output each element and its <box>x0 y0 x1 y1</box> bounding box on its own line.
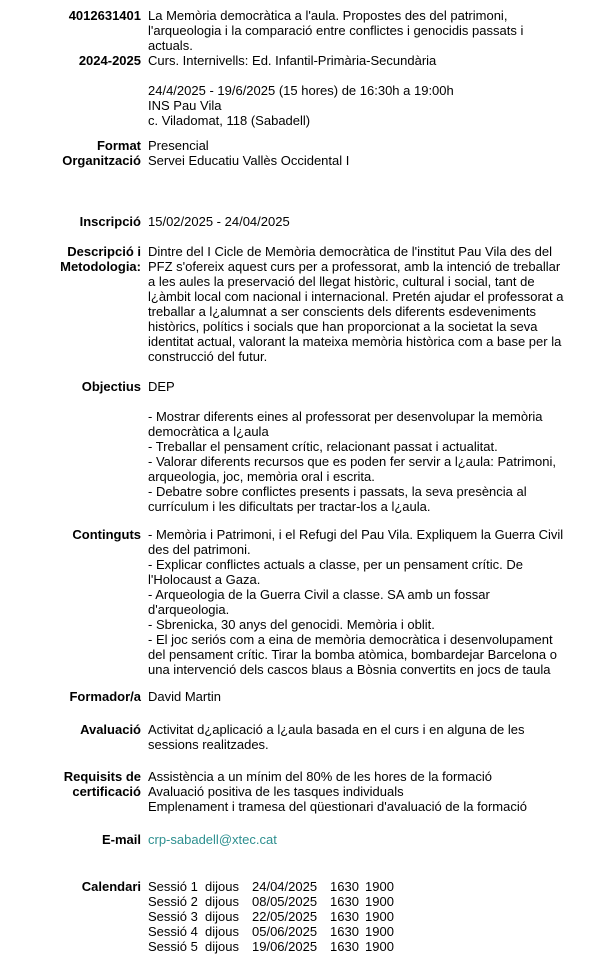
formador-row <box>0 689 600 704</box>
objectius-label: Objectius <box>81 379 141 394</box>
continguts-item: - Explicar conflictes actuals a classe, per un pensament crític. De l'Holocaust a Gaza. <box>148 557 523 587</box>
format-label: Format <box>96 138 141 153</box>
descripcio-value: Dintre del I Cicle de Memòria democràtica de l'institut Pau Vila des del PFZ s'ofereix aquest curs per a professorat, amb la intenció de treballar a les aules la preservació del llegat històric, cultural i social, tant de l¿àmbit local com nacional i internacional. Pretén ajudar el professorat a treballar a l¿alumnat a ser conscients dels diferents esdeveniments històrics, polítics i socials que han proporcionat a la societat la seva identitat actual, valorant la mateixa memòria històrica com a base per la construcció del futur. <box>148 244 564 364</box>
calendar-session-row <box>148 939 568 954</box>
requisits-list <box>148 769 568 814</box>
continguts-list <box>148 527 568 677</box>
objectius-item: - Debatre sobre conflictes presents i passats, la seva presència al currículum i les dificultats per tractar-los a l¿aula. <box>148 484 527 514</box>
session-start-time: 1630 <box>330 909 359 924</box>
session-day: dijous <box>205 879 239 894</box>
email-value-cell <box>148 832 568 847</box>
calendar-session-row <box>148 879 568 894</box>
session-end-time: 1900 <box>365 879 394 894</box>
requisits-item: Emplenament i tramesa del qüestionari d'avaluació de la formació <box>148 799 527 814</box>
descripcio-row <box>0 244 600 364</box>
email-link[interactable]: crp-sabadell@xtec.cat <box>148 832 277 847</box>
course-year: 2024-2025 <box>78 53 141 68</box>
avaluacio-row <box>0 722 600 752</box>
calendar-session-row <box>148 909 568 924</box>
inscripcio-label: Inscripció <box>79 214 141 229</box>
session-day: dijous <box>205 939 239 954</box>
course-schedule-block <box>148 83 568 128</box>
organitzacio-label: Organització <box>62 153 141 168</box>
descripcio-label: Descripció i Metodologia: <box>60 244 141 274</box>
objectius-intro: DEP <box>148 379 175 394</box>
session-name: Sessió 2 <box>148 894 198 909</box>
session-end-time: 1900 <box>365 894 394 909</box>
session-date: 19/06/2025 <box>252 939 318 954</box>
session-name: Sessió 1 <box>148 879 198 894</box>
session-start-time: 1630 <box>330 924 359 939</box>
requisits-label: Requisits de certificació <box>63 769 141 799</box>
session-day: dijous <box>205 924 239 939</box>
requisits-item: Avaluació positiva de les tasques individuals <box>148 784 404 799</box>
session-end-time: 1900 <box>365 909 394 924</box>
requisits-item: Assistència a un mínim del 80% de les hores de la formació <box>148 769 492 784</box>
calendar-session-row <box>148 924 568 939</box>
email-label: E-mail <box>101 832 141 847</box>
continguts-item: - El joc seriós com a eina de memòria democràtica i desenvolupament del pensament crític. Tirar la bomba atòmica, bombardejar Barcelona o una intervenció dels cascos blaus a Bòsnia convertits en jocs de taula <box>148 632 557 677</box>
course-dates: 24/4/2025 - 19/6/2025 (15 hores) de 16:30h a 19:00h <box>148 83 454 98</box>
session-date: 24/04/2025 <box>252 879 318 894</box>
session-name: Sessió 3 <box>148 909 198 924</box>
inscripcio-value: 15/02/2025 - 24/04/2025 <box>148 214 290 229</box>
requisits-row <box>0 769 600 814</box>
objectius-value <box>148 379 568 514</box>
course-type: Curs. Internivells: Ed. Infantil-Primària-Secundària <box>148 53 437 68</box>
course-title: La Memòria democràtica a l'aula. Propostes des del patrimoni, l'arqueologia i la comparació entre conflictes i genocidis passats i actuals. <box>148 8 524 53</box>
formador-label: Formador/a <box>69 689 141 704</box>
session-date: 05/06/2025 <box>252 924 318 939</box>
objectius-list <box>148 409 568 514</box>
format-row <box>0 138 600 153</box>
avaluacio-label: Avaluació <box>80 722 141 737</box>
inscripcio-row <box>0 214 600 229</box>
continguts-label: Continguts <box>72 527 141 542</box>
session-start-time: 1630 <box>330 894 359 909</box>
course-venue: INS Pau Vila <box>148 98 222 113</box>
objectius-row <box>0 379 600 514</box>
calendar-session-row <box>148 894 568 909</box>
session-start-time: 1630 <box>330 939 359 954</box>
course-schedule-row <box>0 83 600 128</box>
course-address: c. Viladomat, 118 (Sabadell) <box>148 113 311 128</box>
calendari-row <box>0 879 600 954</box>
session-name: Sessió 4 <box>148 924 198 939</box>
formador-value: David Martin <box>148 689 221 704</box>
session-end-time: 1900 <box>365 939 394 954</box>
course-code: 4012631401 <box>68 8 141 23</box>
organitzacio-value: Servei Educatiu Vallès Occidental I <box>148 153 350 168</box>
objectius-item: - Valorar diferents recursos que es poden fer servir a l¿aula: Patrimoni, arqueologia, joc, memòria oral i escrita. <box>148 454 556 484</box>
course-year-row <box>0 53 600 68</box>
session-day: dijous <box>205 894 239 909</box>
calendari-label: Calendari <box>81 879 141 894</box>
email-row <box>0 832 600 847</box>
continguts-row <box>0 527 600 677</box>
course-code-row <box>0 8 600 53</box>
session-day: dijous <box>205 909 239 924</box>
objectius-item: - Treballar el pensament crític, relacionant passat i actualitat. <box>148 439 498 454</box>
organitzacio-row <box>0 153 600 168</box>
continguts-item: - Arqueologia de la Guerra Civil a classe. SA amb un fossar d'arqueologia. <box>148 587 490 617</box>
session-start-time: 1630 <box>330 879 359 894</box>
session-name: Sessió 5 <box>148 939 198 954</box>
format-value: Presencial <box>148 138 209 153</box>
objectius-item: - Mostrar diferents eines al professorat per desenvolupar la memòria democràtica a l¿aula <box>148 409 543 439</box>
session-date: 22/05/2025 <box>252 909 318 924</box>
continguts-item: - Memòria i Patrimoni, i el Refugi del Pau Vila. Expliquem la Guerra Civil des del patrimoni. <box>148 527 564 557</box>
avaluacio-value: Activitat d¿aplicació a l¿aula basada en el curs i en alguna de les sessions realitzades. <box>148 722 525 752</box>
session-end-time: 1900 <box>365 924 394 939</box>
calendari-table <box>148 879 568 954</box>
continguts-item: - Sbrenicka, 30 anys del genocidi. Memòria i oblit. <box>148 617 435 632</box>
session-date: 08/05/2025 <box>252 894 318 909</box>
